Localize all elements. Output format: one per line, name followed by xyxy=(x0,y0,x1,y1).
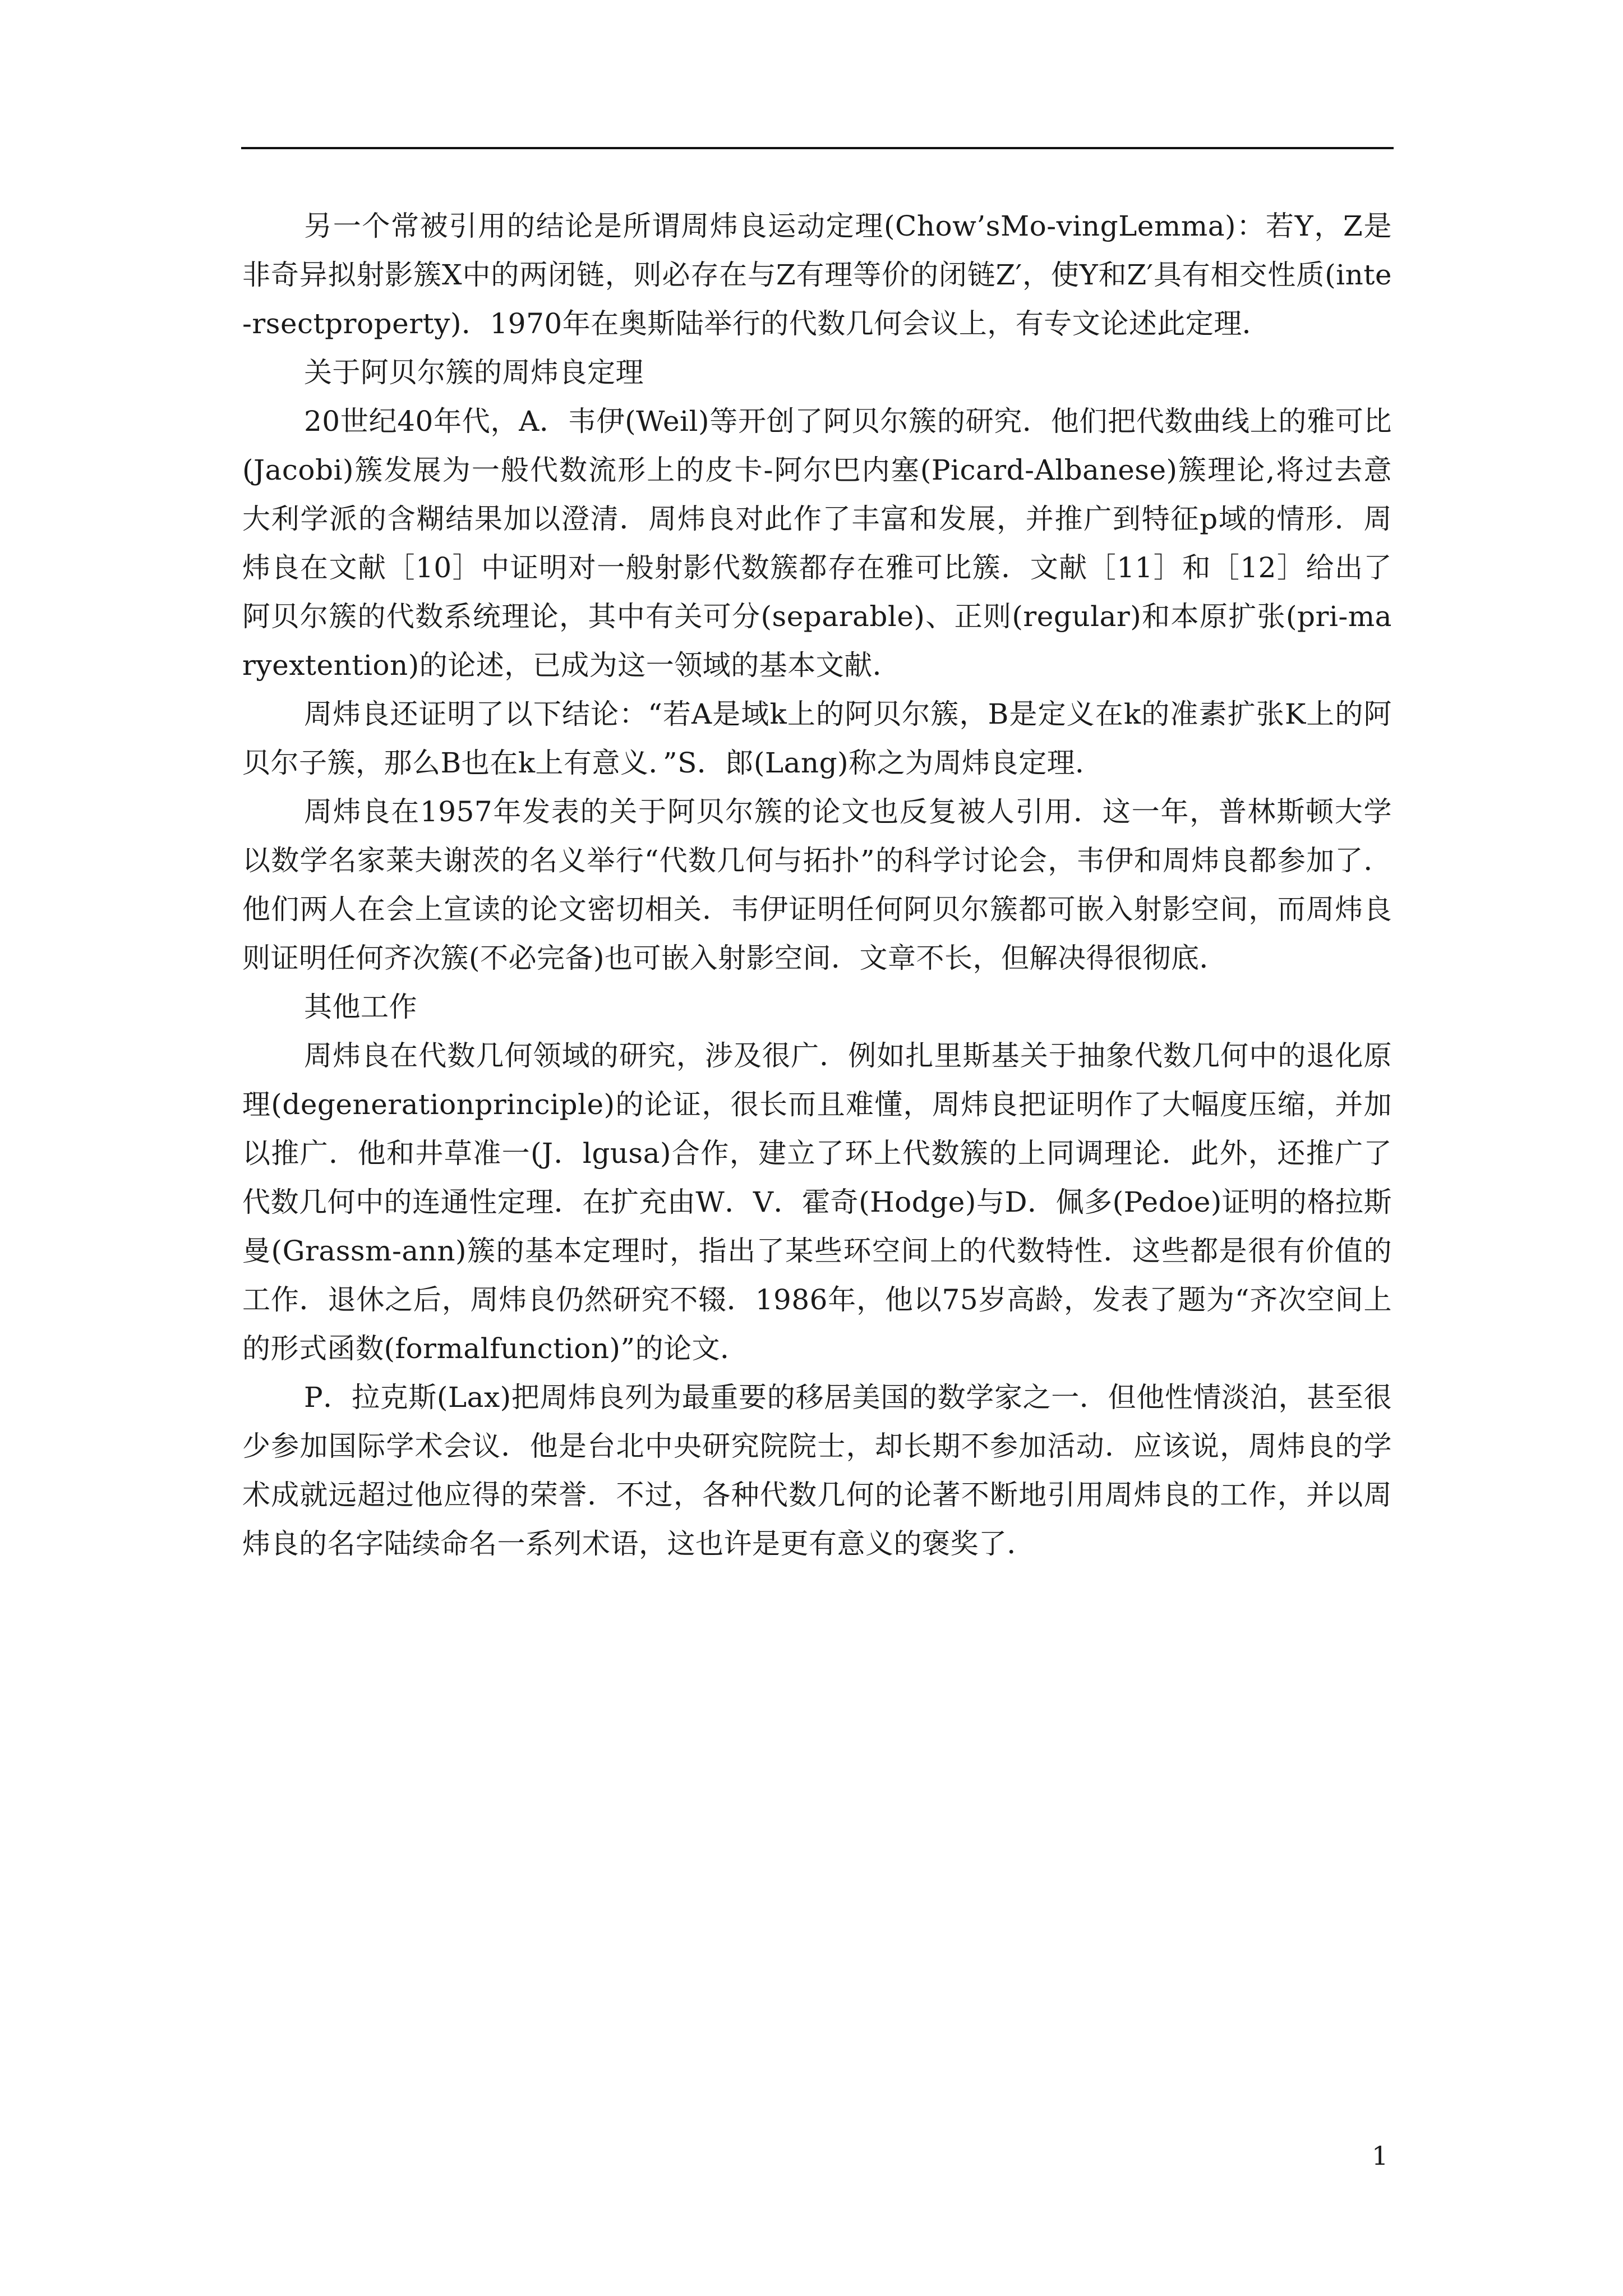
page-number: 1 xyxy=(1372,2141,1389,2171)
paragraph-1957-paper: 周炜良在1957年发表的关于阿贝尔簇的论文也反复被人引用．这一年，普林斯顿大学以数学名家莱夫谢茨的名义举行“代数几何与拓扑”的科学讨论会，韦伊和周炜良都参加了．他们两人在会上宣读的论文密切相关．韦伊证明任何阿贝尔簇都可嵌入射影空间，而周炜良则证明任何齐次簇(不必完备)也可嵌入射影空间．文章不长，但解决得很彻底． xyxy=(242,795,1392,974)
paragraph-chow-theorem: 周炜良还证明了以下结论：“若A是域k上的阿贝尔簇，B是定义在k的准素扩张K上的阿贝尔子簇，那么B也在k上有意义．”S．郎(Lang)称之为周炜良定理． xyxy=(242,698,1392,779)
header-rule xyxy=(241,147,1394,149)
paragraph-lax-assessment: P．拉克斯(Lax)把周炜良列为最重要的移居美国的数学家之一．但他性情淡泊，甚至很少参加国际学术会议．他是台北中央研究院院士，却长期不参加活动．应该说，周炜良的学术成就远超过他应得的荣誉．不过，各种代数几何的论著不断地引用周炜良的工作，并以周炜良的名字陆续命名一系列术语，这也许是更有意义的褒奖了． xyxy=(242,1381,1392,1560)
paragraph-chow-moving-lemma: 另一个常被引用的结论是所谓周炜良运动定理(Chow’sMo-vingLemma)：若Y，Z是非奇异拟射影簇X中的两闭链，则必存在与Z有理等价的闭链Z′，使Y和Z′具有相交性质(inte-rsectproperty)．1970年在奥斯陆举行的代数几何会议上，有专文论述此定理． xyxy=(242,210,1392,340)
document-body xyxy=(242,202,1392,1568)
section-heading-abelian-varieties: 关于阿贝尔簇的周炜良定理 xyxy=(304,356,644,389)
paragraph-abelian-research: 20世纪40年代，A．韦伊(Weil)等开创了阿贝尔簇的研究．他们把代数曲线上的雅可比(Jacobi)簇发展为一般代数流形上的皮卡-阿尔巴内塞(Picard-Albanese)簇理论,将过去意大利学派的含糊结果加以澄清．周炜良对此作了丰富和发展，并推广到特征p域的情形．周炜良在文献［10］中证明对一般射影代数簇都存在雅可比簇．文献［11］和［12］给出了阿贝尔簇的代数系统理论，其中有关可分(separable)、正则(regular)和本原扩张(pri-maryextention)的论述，已成为这一领域的基本文献． xyxy=(242,405,1392,682)
paragraph-other-work: 周炜良在代数几何领域的研究，涉及很广．例如扎里斯基关于抽象代数几何中的退化原理(degenerationprinciple)的论证，很长而且难懂，周炜良把证明作了大幅度压缩，并加以推广．他和井草准一(J．lgusa)合作，建立了环上代数簇的上同调理论．此外，还推广了代数几何中的连通性定理．在扩充由W．V．霍奇(Hodge)与D．佩多(Pedoe)证明的格拉斯曼(Grassm-ann)簇的基本定理时，指出了某些环空间上的代数特性．这些都是很有价值的工作．退休之后，周炜良仍然研究不辍．1986年，他以75岁高龄，发表了题为“齐次空间上的形式函数(formalfunction)”的论文． xyxy=(242,1039,1392,1365)
section-heading-other-work: 其他工作 xyxy=(304,991,417,1023)
